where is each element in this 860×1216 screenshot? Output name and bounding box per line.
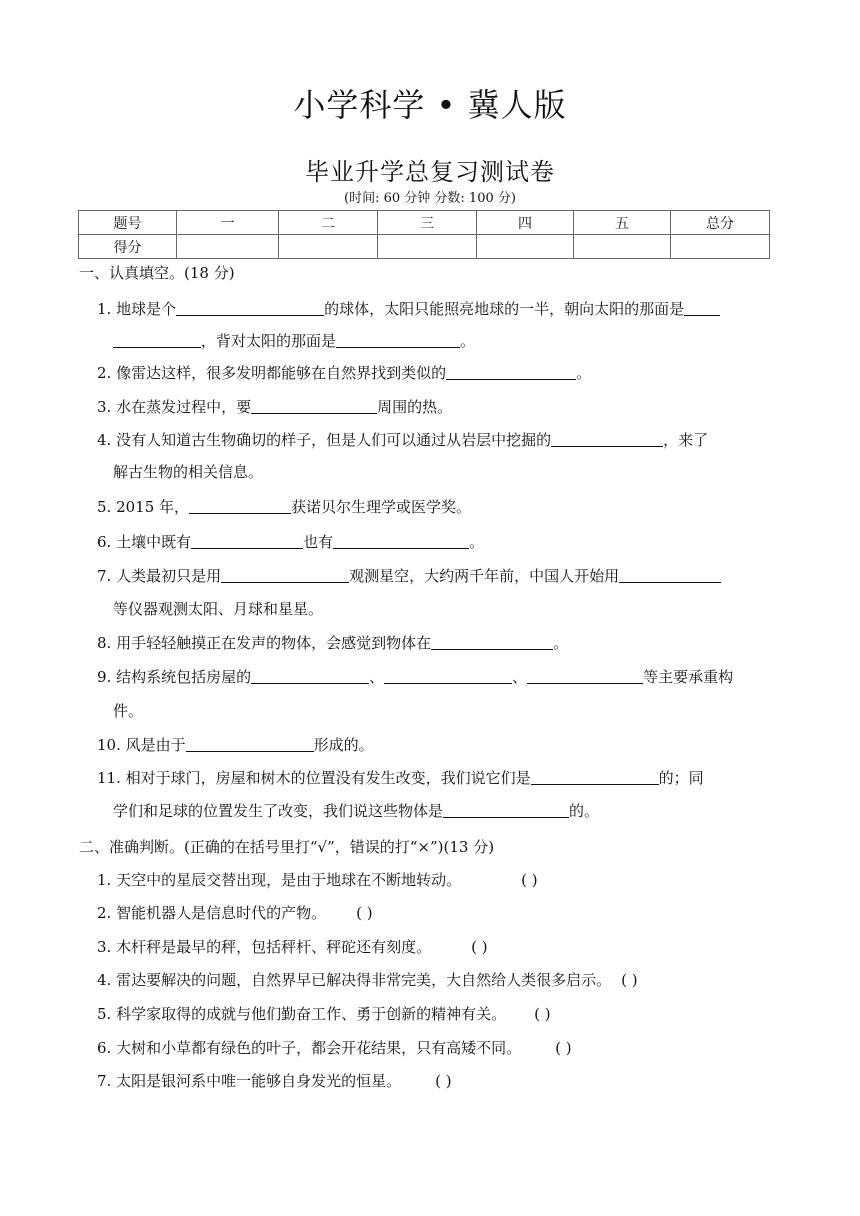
score-cell[interactable]	[671, 235, 770, 259]
question-text: 2. 像雷达这样，很多发明都能够在自然界找到类似的	[97, 364, 447, 382]
question-text: 7. 人类最初只是用	[97, 567, 222, 585]
answer-blank[interactable]	[251, 667, 369, 684]
question-text: 。	[469, 533, 485, 551]
question-2	[97, 363, 591, 383]
question-6	[97, 532, 484, 552]
question-text: 获诺贝尔生理学或医学奖。	[291, 498, 472, 516]
answer-blank[interactable]	[384, 667, 512, 684]
question-text: ，背对太阳的那面是	[201, 332, 337, 350]
question-text: 的；同	[658, 769, 704, 787]
question-text: 11. 相对于球门，房屋和树木的位置没有发生改变，我们说它们是	[97, 769, 531, 787]
answer-blank[interactable]	[189, 497, 291, 514]
judge-text: 3. 木杆秤是最早的秤，包括秤杆、秤砣还有刻度。	[97, 938, 432, 956]
question-text: 1. 地球是个	[97, 300, 177, 318]
judge-text: 6. 大树和小草都有绿色的叶子，都会开花结果，只有高矮不同。	[97, 1039, 522, 1057]
answer-blank[interactable]	[191, 532, 303, 549]
score-table	[78, 210, 770, 259]
answer-blank[interactable]	[333, 532, 469, 549]
question-9-line-1	[97, 667, 733, 687]
judge-item-4	[97, 970, 638, 990]
question-text: 也有	[303, 533, 334, 551]
question-text: 等主要承重构	[643, 668, 734, 686]
time-score-info: (时间: 60 分钟 分数: 100 分)	[344, 191, 516, 206]
judge-item-2	[97, 903, 373, 923]
exam-subtitle: 毕业升学总复习测试卷	[305, 158, 555, 186]
question-10	[97, 735, 374, 755]
score-cell[interactable]	[279, 235, 378, 259]
question-text: 。	[460, 332, 476, 350]
answer-blank[interactable]	[186, 735, 314, 752]
question-text: 3. 水在蒸发过程中，要	[97, 398, 252, 416]
answer-bracket[interactable]: ( )	[621, 971, 638, 989]
judge-item-7	[97, 1071, 452, 1091]
section-1-title: 一、认真填空。(18 分)	[79, 264, 235, 282]
score-cell[interactable]	[378, 235, 477, 259]
score-row-label: 得分	[79, 235, 177, 259]
score-cell[interactable]	[574, 235, 671, 259]
question-1-line-2	[113, 331, 475, 351]
question-text: 、	[369, 668, 385, 686]
question-text: 8. 用手轻轻触摸正在发声的物体，会感觉到物体在	[97, 634, 432, 652]
judge-text: 1. 天空中的星辰交替出现，是由于地球在不断地转动。	[97, 871, 462, 889]
answer-blank[interactable]	[684, 299, 720, 316]
judge-text: 5. 科学家取得的成就与他们勤奋工作、勇于创新的精神有关。	[97, 1005, 507, 1023]
judge-text: 7. 太阳是银河系中唯一能够自身发光的恒星。	[97, 1072, 402, 1090]
score-header-cell: 四	[477, 211, 574, 235]
answer-blank[interactable]	[527, 667, 643, 684]
answer-bracket[interactable]: ( )	[555, 1039, 572, 1057]
question-11-line-1	[97, 768, 704, 788]
score-header-cell: 总分	[671, 211, 770, 235]
question-text: 5. 2015 年，	[97, 498, 190, 516]
judge-text: 4. 雷达要解决的问题，自然界早已解决得非常完美，大自然给人类很多启示。	[97, 971, 612, 989]
answer-blank[interactable]	[113, 331, 201, 348]
score-header-cell: 三	[378, 211, 477, 235]
question-5	[97, 497, 471, 517]
question-text: 。	[576, 364, 592, 382]
question-8	[97, 633, 568, 653]
answer-bracket[interactable]: ( )	[435, 1072, 452, 1090]
question-9-line-2: 件。	[113, 702, 144, 720]
question-text: 的。	[569, 802, 600, 820]
answer-bracket[interactable]: ( )	[521, 871, 538, 889]
answer-bracket[interactable]: ( )	[471, 938, 488, 956]
score-cell[interactable]	[477, 235, 574, 259]
answer-blank[interactable]	[446, 363, 576, 380]
score-header-cell: 题号	[79, 211, 177, 235]
score-header-cell: 一	[177, 211, 279, 235]
answer-blank[interactable]	[336, 331, 460, 348]
score-table-header-row	[79, 211, 770, 235]
question-text: 6. 土壤中既有	[97, 533, 192, 551]
question-7-line-2: 等仪器观测太阳、月球和星星。	[113, 600, 324, 618]
judge-item-1	[97, 870, 538, 890]
question-text: 的球体，太阳只能照亮地球的一半，朝向太阳的那面是	[324, 300, 685, 318]
page-title: 小学科学 • 冀人版	[293, 86, 567, 124]
question-4-line-1	[97, 430, 708, 450]
judge-item-5	[97, 1004, 551, 1024]
answer-blank[interactable]	[176, 299, 324, 316]
section-2-title: 二、准确判断。(正确的在括号里打“√”，错误的打“×”)(13 分)	[79, 838, 495, 856]
question-7-line-1	[97, 566, 721, 586]
answer-blank[interactable]	[551, 430, 663, 447]
question-text: 10. 风是由于	[97, 736, 186, 754]
answer-blank[interactable]	[531, 768, 659, 785]
judge-item-3	[97, 937, 488, 957]
question-1-line-1	[97, 299, 720, 319]
question-text: 。	[553, 634, 569, 652]
answer-bracket[interactable]: ( )	[356, 904, 373, 922]
answer-blank[interactable]	[443, 801, 569, 818]
question-text: 9. 结构系统包括房屋的	[97, 668, 252, 686]
question-text: 形成的。	[313, 736, 374, 754]
judge-text: 2. 智能机器人是信息时代的产物。	[97, 904, 327, 922]
score-header-cell: 二	[279, 211, 378, 235]
score-header-cell: 五	[574, 211, 671, 235]
answer-blank[interactable]	[619, 566, 721, 583]
question-text: 4. 没有人知道古生物确切的样子，但是人们可以通过从岩层中挖掘的	[97, 431, 552, 449]
score-table-score-row	[79, 235, 770, 259]
score-cell[interactable]	[177, 235, 279, 259]
question-text: 、	[512, 668, 528, 686]
answer-blank[interactable]	[251, 397, 377, 414]
question-11-line-2	[113, 801, 599, 821]
question-text: ，来了	[663, 431, 709, 449]
question-text: 观测星空，大约两千年前，中国人开始用	[349, 567, 620, 585]
question-4-line-2: 解古生物的相关信息。	[113, 463, 264, 481]
question-text: 周围的热。	[377, 398, 453, 416]
answer-blank[interactable]	[221, 566, 349, 583]
answer-blank[interactable]	[431, 633, 553, 650]
answer-bracket[interactable]: ( )	[534, 1005, 551, 1023]
question-text: 学们和足球的位置发生了改变，我们说这些物体是	[113, 802, 444, 820]
question-3	[97, 397, 452, 417]
judge-item-6	[97, 1038, 572, 1058]
